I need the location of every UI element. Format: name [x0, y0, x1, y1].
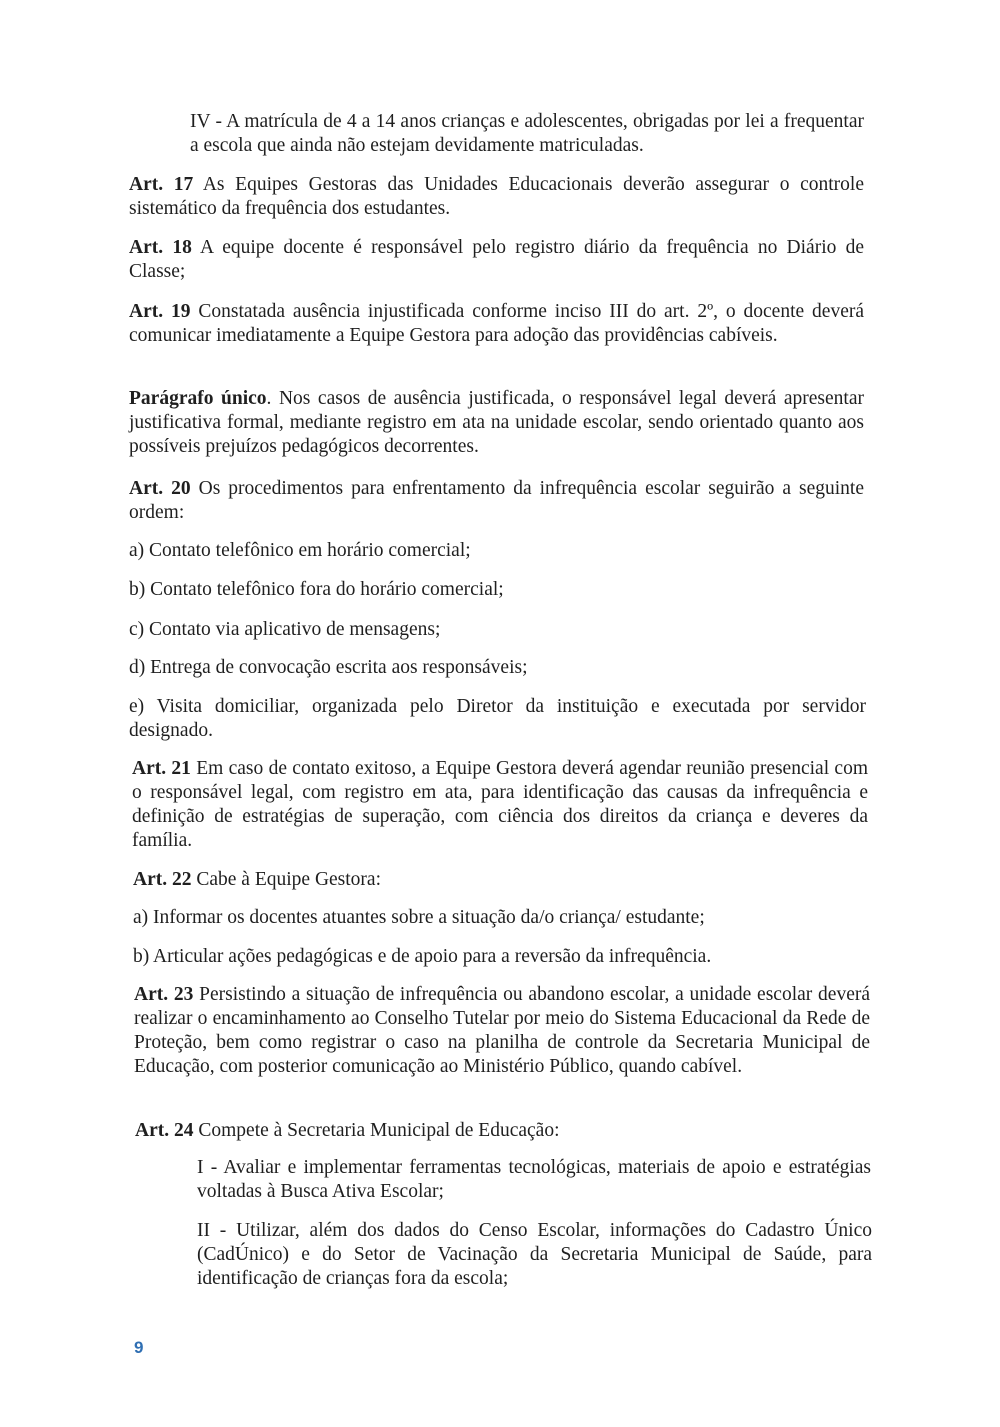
inciso-iv-text: IV - A matrícula de 4 a 14 anos crianças e adolescentes, obrigadas por lei a frequentar a escola que ainda não estejam devidamente matriculadas. — [190, 111, 864, 156]
article-17-text: As Equipes Gestoras das Unidades Educacionais deverão assegurar o controle sistemático da frequência dos estudantes. — [129, 174, 864, 219]
article-22-item-a — [133, 906, 868, 930]
item-c — [129, 618, 864, 642]
item-c-text: c) Contato via aplicativo de mensagens; — [129, 619, 441, 640]
article-24-inciso-ii-text: II - Utilizar, além dos dados do Censo Escolar, informações do Cadastro Único (CadÚnico) e do Setor de Vacinação da Secretaria Municipal de Saúde, para identificação de crianças fora da escola; — [197, 1220, 872, 1289]
article-24-inciso-i-text: I - Avaliar e implementar ferramentas tecnológicas, materiais de apoio e estratégias voltadas à Busca Ativa Escolar; — [197, 1157, 871, 1202]
article-22-item-a-text: a) Informar os docentes atuantes sobre a situação da/o criança/ estudante; — [133, 907, 705, 928]
item-a-text: a) Contato telefônico em horário comercial; — [129, 540, 471, 561]
article-21-text: Em caso de contato exitoso, a Equipe Gestora deverá agendar reunião presencial com o responsável legal, com registro em ata, para identificação das causas da infrequência e definição de estratégias de superação, com ciência dos direitos da criança e deveres da família. — [132, 758, 868, 851]
article-21-label: Art. 21 — [132, 758, 191, 779]
item-e — [129, 695, 866, 743]
article-18 — [129, 236, 864, 284]
article-23-text: Persistindo a situação de infrequência ou abandono escolar, a unidade escolar deverá realizar o encaminhamento ao Conselho Tutelar por meio do Sistema Educacional da Rede de Proteção, bem como registrar o caso na planilha de controle da Secretaria Municipal de Educação, com posterior comunicação ao Ministério Público, quando cabível. — [134, 984, 870, 1077]
article-22-text: Cabe à Equipe Gestora: — [191, 869, 381, 890]
article-18-label: Art. 18 — [129, 237, 192, 258]
article-22-item-b — [133, 945, 868, 969]
item-d — [129, 656, 864, 680]
article-24 — [135, 1119, 870, 1143]
item-a — [129, 539, 864, 563]
article-20 — [129, 477, 864, 525]
item-b-text: b) Contato telefônico fora do horário comercial; — [129, 579, 504, 600]
article-24-label: Art. 24 — [135, 1120, 194, 1141]
item-e-text: e) Visita domiciliar, organizada pelo Diretor da instituição e executada por servidor designado. — [129, 696, 866, 741]
article-22-label: Art. 22 — [133, 869, 192, 890]
article-19 — [129, 300, 864, 348]
article-19-label: Art. 19 — [129, 301, 191, 322]
article-20-text: Os procedimentos para enfrentamento da infrequência escolar seguirão a seguinte ordem: — [129, 478, 864, 523]
article-23 — [134, 983, 870, 1079]
article-18-text: A equipe docente é responsável pelo registro diário da frequência no Diário de Classe; — [129, 237, 864, 282]
article-17 — [129, 173, 864, 221]
item-d-text: d) Entrega de convocação escrita aos responsáveis; — [129, 657, 528, 678]
item-b — [129, 578, 864, 602]
article-22 — [133, 868, 868, 892]
article-20-label: Art. 20 — [129, 478, 191, 499]
paragrafo-unico-label: Parágrafo único — [129, 388, 267, 409]
inciso-iv — [190, 110, 864, 158]
page-number: 9 — [134, 1338, 144, 1357]
article-24-inciso-i — [197, 1156, 871, 1204]
paragrafo-unico — [129, 387, 864, 459]
article-23-label: Art. 23 — [134, 984, 194, 1005]
article-22-item-b-text: b) Articular ações pedagógicas e de apoio para a reversão da infrequência. — [133, 946, 712, 967]
paragrafo-unico-text: . Nos casos de ausência justificada, o responsável legal deverá apresentar justificativa formal, mediante registro em ata na unidade escolar, sendo orientado quanto aos possíveis prejuízos pedagógicos decorrentes. — [129, 388, 864, 457]
article-19-text: Constatada ausência injustificada conforme inciso III do art. 2º, o docente deverá comunicar imediatamente a Equipe Gestora para adoção das providências cabíveis. — [129, 301, 865, 346]
article-24-inciso-ii — [197, 1219, 872, 1291]
article-21 — [132, 757, 868, 853]
article-17-label: Art. 17 — [129, 174, 194, 195]
article-24-text: Compete à Secretaria Municipal de Educação: — [193, 1120, 560, 1141]
